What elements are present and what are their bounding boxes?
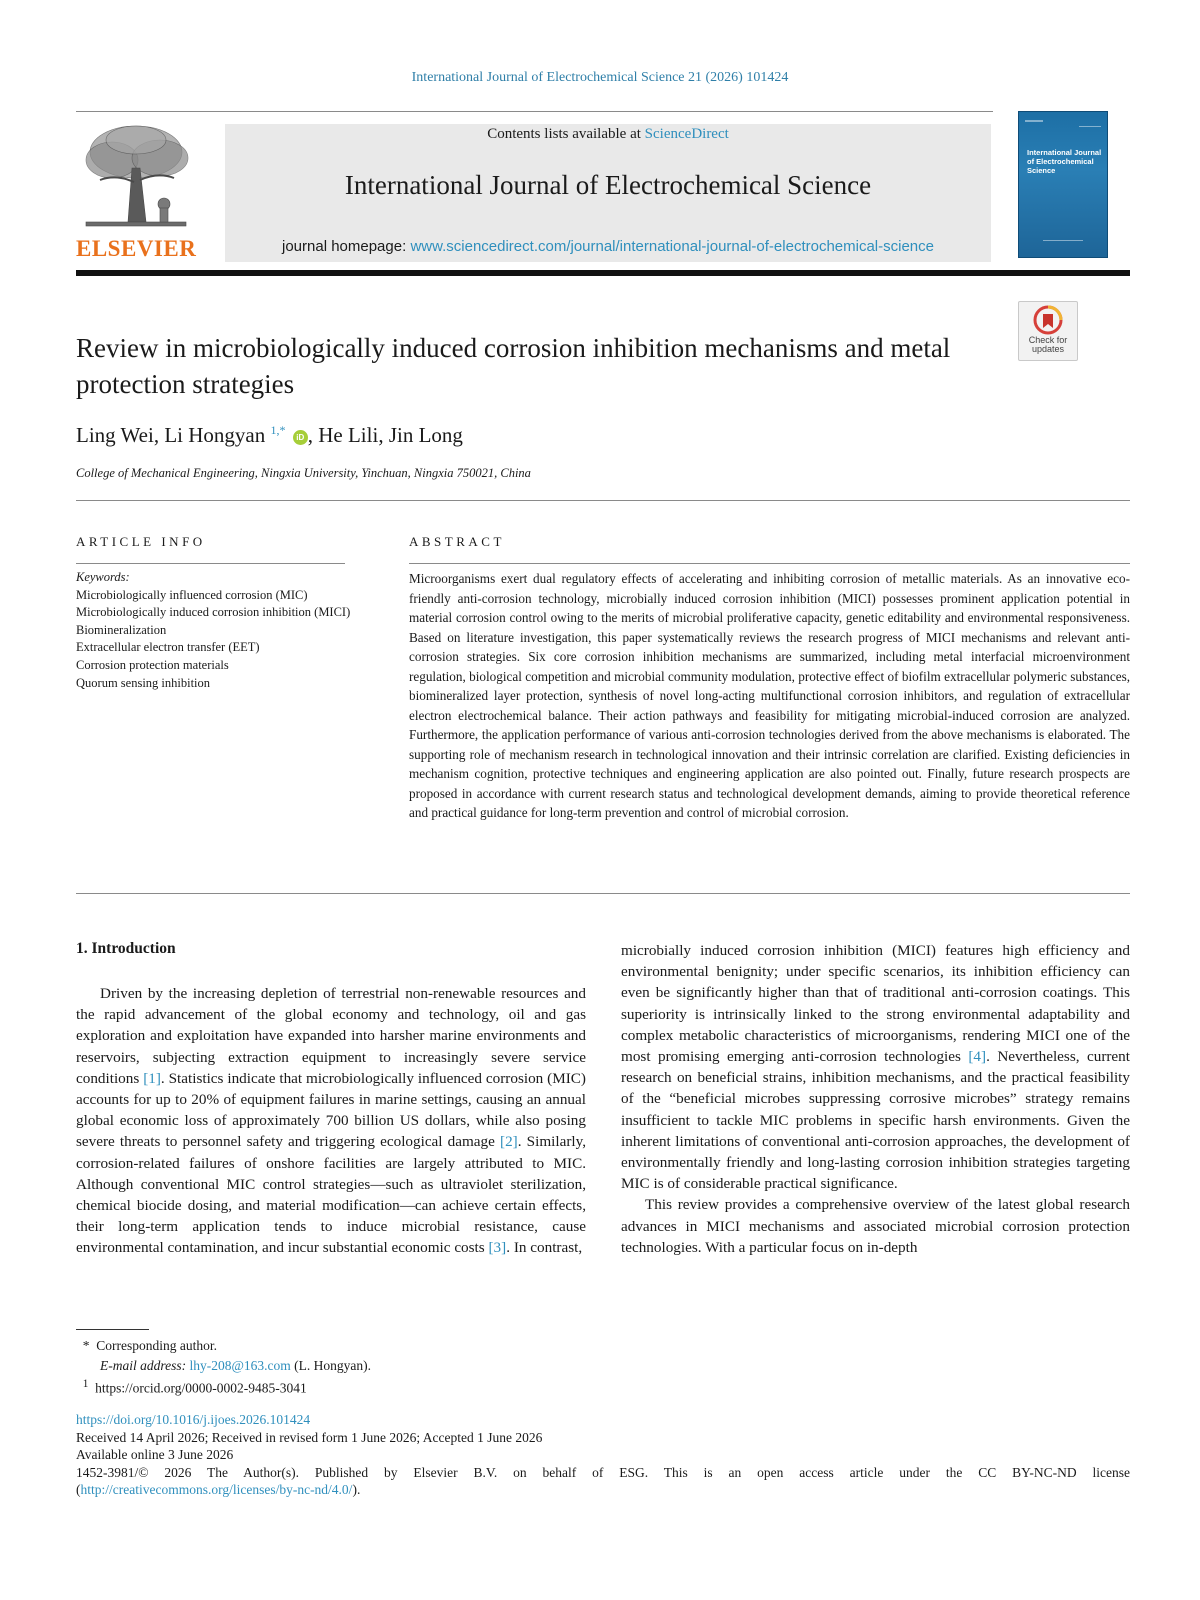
elsevier-wordmark[interactable]: ELSEVIER	[76, 236, 197, 261]
available-online-date: Available online 3 June 2026	[76, 1447, 234, 1462]
paragraph-text: . Statistics indicate that microbiologically influenced corrosion (MIC) accounts for up to 20% of equipment failures in marine settings, causing an annual global economic loss of approximately 700 billion US dollars, while also posing severe threats to personnel safety and triggering ecological damage	[76, 1069, 586, 1151]
abstract-rule	[409, 563, 1130, 564]
abstract-end-rule	[76, 893, 1130, 894]
body-paragraph	[76, 983, 586, 1259]
author-name[interactable]: Li Hongyan	[164, 423, 266, 447]
journal-name: International Journal of Electrochemical Science	[344, 170, 872, 200]
keyword-item: Extracellular electron transfer (EET)	[76, 640, 260, 655]
check-updates-icon	[1033, 305, 1063, 335]
reference-link[interactable]: [2]	[500, 1133, 518, 1151]
keyword-item: Biomineralization	[76, 622, 167, 637]
keywords-block	[76, 569, 351, 692]
author-name[interactable]: Jin Long	[388, 423, 463, 447]
footnote-mark: *	[82, 1338, 90, 1353]
paragraph-text: Driven by the increasing depletion of terrestrial non-renewable resources and the rapid advancement of the global economy and technology, oil and gas exploration and exploitation have expanded into harsher marine environments and reservoirs, subjecting extraction equipment to increasingly severe service conditions	[76, 985, 586, 1087]
email-link[interactable]: lhy-208@163.com	[189, 1357, 291, 1373]
contents-prefix: Contents lists available at	[487, 126, 645, 142]
affiliation-rule	[76, 500, 1130, 501]
keyword-item: Quorum sensing inhibition	[76, 675, 211, 690]
cover-issn-mark	[1079, 126, 1101, 127]
author-separator: ,	[378, 423, 389, 447]
doi-link[interactable]: https://doi.org/10.1016/j.ijoes.2026.101424	[76, 1412, 311, 1427]
author-affiliation: College of Mechanical Engineering, Ningxia University, Yinchuan, Ningxia 750021, China	[76, 466, 531, 480]
abstract-heading: ABSTRACT	[409, 534, 505, 549]
header-rule	[76, 111, 993, 112]
abstract-body: Microorganisms exert dual regulatory effects of accelerating and inhibiting corrosion of metallic materials. As an innovative eco-friendly anti-corrosion technology, microbially induced corrosion inhibition (MICI) possesses prominent application potential in material corrosion control owing to the merits of microbial proliferative capacity, genetic editability and environmental responsiveness. Based on literature investigation, this paper systematically reviews the research progress of MICI mechanisms and relevant anti-corrosion strategies. Six core corrosion inhibition mechanisms are summarized, including metal interfacial microenvironment regulation, biological competition and microbial community modulation, protective effect of biofilm extracellular polymeric substances, biomineralized layer protection, synthesis of novel long-acting multifunctional corrosion inhibitors, and regulation of extracellular electron electrochemical balance. Their action pathways and feasibility for mitigating microbial-induced corrosion are analyzed. Furthermore, the application performance of various anti-corrosion technologies derived from the above mechanisms is elaborated. The supporting role of mechanism research in technological innovation and their intrinsic correlation are clarified. Existing deficiencies in mechanism cognition, protective techniques and engineering application are also pointed out. Finally, future research prospects are proposed in accordance with current research status and technological development demands, aiming to provide theoretical reference and practical guidance for long-term prevention and control of microbial corrosion.	[409, 571, 1130, 820]
footnote-text: Corresponding author.	[96, 1338, 217, 1353]
received-dates: Received 14 April 2026; Received in revised form 1 June 2026; Accepted 1 June 2026	[76, 1429, 543, 1445]
paragraph-text: . In contrast,	[506, 1239, 583, 1257]
license-url-line	[76, 1481, 1130, 1499]
author-separator: ,	[307, 423, 319, 447]
reference-link[interactable]: [4]	[968, 1048, 987, 1066]
cover-title: International Journal of Electrochemical Science	[1027, 148, 1102, 175]
paragraph-text: . Nevertheless, current research on beneficial strains, inhibition mechanisms, and the practical feasibility of the “beneficial microbes suppressing corrosive microbes” strategy remains insufficient to tackle MIC problems in specific harsh environments. Given the inherent limitations of conventional anti-corrosion approaches, the development of environmentally friendly and long-lasting corrosion inhibition strategies targeting MIC is of considerable practical significance.	[621, 1048, 1130, 1193]
orcid-icon[interactable]: iD	[293, 430, 308, 445]
email-note	[76, 1356, 776, 1376]
orcid-note	[76, 1375, 776, 1398]
paragraph-text: . Similarly, corrosion-related failures of onshore facilities are largely attributed to MIC. Although conventional MIC control strategies—such as ultraviolet sterilization, chemical biocide dosing, and material modification—can achieve certain effects, their long-term application tends to induce microbial resistance, cause environmental contamination, and incur substantial economic costs	[76, 1133, 587, 1257]
cover-logo-mark	[1025, 120, 1043, 122]
publication-info	[76, 1411, 1130, 1499]
journal-homepage-line	[225, 238, 991, 255]
license-statement: 1452-3981/© 2026 The Author(s). Published by Elsevier B.V. on behalf of ESG. This is an open access article under the CC BY-NC-ND license	[76, 1464, 1130, 1480]
body-column-right	[621, 940, 1130, 1258]
email-suffix: (L. Hongyan).	[290, 1357, 372, 1373]
license-link[interactable]: http://creativecommons.org/licenses/by-nc-nd/4.0/	[80, 1482, 353, 1497]
body-column-left	[76, 983, 586, 1259]
author-list	[76, 423, 976, 448]
email-label: E-mail address:	[100, 1357, 187, 1373]
journal-citation: International Journal of Electrochemical Science 21 (2026) 101424	[411, 70, 789, 85]
keywords-label: Keywords:	[76, 570, 130, 584]
author-name[interactable]: Ling Wei	[76, 423, 154, 447]
footnotes	[76, 1336, 776, 1398]
author-separator: ,	[153, 423, 165, 447]
homepage-prefix: journal homepage:	[282, 238, 411, 255]
section-heading-introduction: 1. Introduction	[76, 940, 176, 957]
check-for-updates-button[interactable]	[1018, 301, 1078, 361]
body-paragraph	[621, 940, 1130, 1194]
reference-link[interactable]: [3]	[488, 1239, 507, 1257]
journal-homepage-link[interactable]: www.sciencedirect.com/journal/international-journal-of-electrochemical-science	[410, 238, 934, 255]
paragraph-text: microbially induced corrosion inhibition (MICI) features high efficiency and environmental benignity; under specific scenarios, its inhibition efficiency can even be significantly higher than that of traditional anti-corrosion coatings. This superiority is intrinsically linked to the strong environmental adaptability and complex metabolic characteristics of microorganisms, rendering MICI one of the most promising emerging anti-corrosion technologies	[621, 942, 1130, 1066]
keyword-item: Microbiologically influenced corrosion (MIC)	[76, 587, 308, 602]
footnote-mark: 1	[82, 1378, 89, 1390]
header-thick-rule	[76, 270, 1130, 276]
reference-link[interactable]: [1]	[143, 1069, 161, 1087]
author-name[interactable]: He Lili	[318, 423, 379, 447]
article-info-heading: ARTICLE INFO	[76, 534, 206, 549]
journal-cover-thumbnail[interactable]	[1018, 111, 1108, 258]
keyword-item: Microbiologically induced corrosion inhibition (MICI)	[76, 605, 351, 620]
license-paren: ).	[352, 1482, 361, 1497]
cover-footer-mark	[1043, 240, 1083, 241]
orcid-url[interactable]: https://orcid.org/0000-0002-9485-3041	[95, 1380, 307, 1396]
article-title: Review in microbiologically induced corrosion inhibition mechanisms and metal protection strategies	[76, 333, 951, 399]
corresponding-author-note	[76, 1336, 776, 1356]
check-updates-label: Check for updates	[1028, 335, 1068, 354]
article-info-rule	[76, 563, 345, 564]
elsevier-tree-icon	[76, 122, 196, 234]
license-paren: (	[76, 1482, 81, 1497]
sciencedirect-link[interactable]: ScienceDirect	[644, 126, 729, 142]
body-paragraph: This review provides a comprehensive overview of the latest global research advances in MICI mechanisms and associated microbial corrosion protection technologies. With a particular focus on in-depth	[621, 1196, 1130, 1256]
keyword-item: Corrosion protection materials	[76, 657, 229, 672]
footnote-rule	[76, 1329, 149, 1330]
contents-available-line	[225, 126, 991, 143]
author-footnote-marks[interactable]: 1,*	[270, 423, 286, 437]
